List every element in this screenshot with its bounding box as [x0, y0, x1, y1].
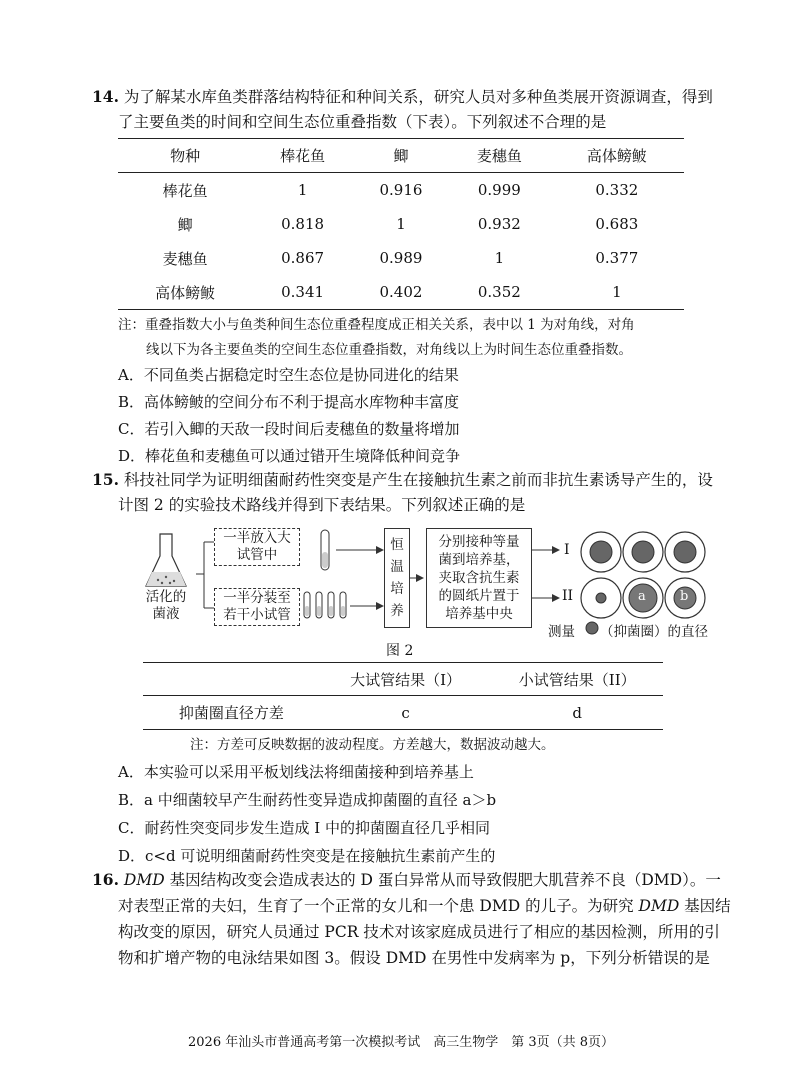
figure-2-caption: 图 2 [386, 643, 414, 659]
measure-label-2: （抑菌圈）的直径 [600, 624, 708, 640]
incubation-box [384, 528, 410, 628]
plate-row-i [581, 532, 705, 572]
inoc-line: 分别接种等量 [438, 534, 520, 550]
measure-label-1: 测量 [548, 624, 575, 640]
arrow-icon [410, 574, 424, 582]
table-cell: d [491, 696, 663, 730]
table-header-cell [143, 663, 320, 696]
q15-text-1: 科技社同学为证明细菌耐药性突变是产生在接触抗生素之前而非抗生素诱导产生的，设 [123, 471, 713, 489]
table-cell: 0.341 [252, 275, 353, 310]
table-cell: 高体鳑鲏 [118, 275, 252, 310]
q14-option-b: B．高体鳑鲏的空间分布不利于提高水库物种丰富度 [118, 393, 460, 411]
q15-results-table [143, 662, 663, 730]
q14-option-a: A．不同鱼类占据稳定时空生态位是协同进化的结果 [118, 366, 459, 384]
table-cell: 1 [396, 215, 406, 233]
table-header-row [143, 663, 663, 696]
inoculation-box [426, 528, 532, 628]
zone-legend-icon [586, 622, 598, 634]
q15-option-c: C．耐药性突变同步发生造成 I 中的抑菌圈直径几乎相同 [118, 819, 490, 837]
half-large-tube-box [214, 528, 300, 566]
q15-option-b: B．a 中细菌较早产生耐药性变异造成抑菌圈的直径 a＞b [118, 791, 497, 809]
q16-number: 16. [92, 870, 119, 889]
table-cell: 0.683 [595, 215, 639, 233]
q14-line-1 [92, 86, 713, 108]
flask-icon [146, 534, 186, 586]
table-cell: 0.377 [595, 249, 639, 267]
table-header-cell: 棒花鱼 [252, 139, 353, 173]
table-cell: 鲫 [177, 215, 193, 234]
table-cell: 1 [550, 275, 684, 310]
q14-overlap-table [118, 138, 684, 310]
flask-label [140, 589, 192, 623]
q15-line-2: 计图 2 的实验技术路线并得到下表结果。下列叙述正确的是 [118, 496, 526, 514]
circle-b-label: b [680, 589, 689, 604]
table-cell: 1 [297, 181, 308, 199]
table-cell: 0.352 [449, 275, 550, 310]
arrow-icon [532, 546, 560, 602]
q14-note-2: 线以下为各主要鱼类的空间生态位重叠指数，对角线以上为时间生态位重叠指数。 [146, 342, 632, 358]
table-cell: 抑菌圈直径方差 [143, 696, 320, 730]
table-cell: 0.999 [477, 181, 521, 199]
incubate-char: 培 [390, 581, 404, 597]
flask-label-1: 活化的 [145, 589, 187, 605]
q16-text-2: 对表型正常的夫妇，生育了一个正常的女儿和一个患 DMD 的儿子。为研究 [118, 897, 639, 915]
table-header-row [118, 139, 684, 173]
q14-note-1: 注：重叠指数大小与鱼类种间生态位重叠程度成正相关关系，表中以 1 为对角线，对角 [118, 317, 635, 333]
q15-option-a: A．本实验可以采用平板划线法将细菌接种到培养基上 [118, 763, 474, 781]
table-header-cell: 大试管结果（I） [320, 663, 492, 696]
table-header-cell: 高体鳑鲏 [550, 139, 684, 173]
q16-text-2-tail: 基因结 [679, 897, 731, 915]
table-cell: 麦穗鱼 [162, 249, 208, 268]
table-cell: 0.867 [281, 249, 325, 267]
table-cell: 0.402 [353, 275, 449, 310]
table-row [118, 207, 684, 241]
table-cell: 0.989 [379, 249, 423, 267]
large-tube-icon [321, 530, 329, 570]
q15-line-1 [92, 469, 713, 491]
table-cell: 0.932 [477, 215, 521, 233]
table-row [118, 275, 684, 310]
q16-line-2 [118, 895, 731, 917]
incubate-char: 养 [390, 603, 404, 619]
row-label-i: I [564, 542, 570, 558]
table-row [143, 696, 663, 730]
box-bottom-line-1: 一半分装至 [223, 590, 291, 606]
box-bottom-line-2: 若干小试管 [223, 607, 291, 623]
table-cell: c [320, 696, 492, 730]
q16-line-3: 构改变的原因，研究人员通过 PCR 技术对该家庭成员进行了相应的基因检测，所用的引 [118, 923, 720, 941]
q14-line-2: 了主要鱼类的时间和空间生态位重叠指数（下表）。下列叙述不合理的是 [118, 113, 607, 131]
figure-2-diagram [140, 522, 720, 638]
small-tubes-icon [304, 592, 346, 618]
incubate-char: 恒 [390, 537, 404, 553]
box-top-line-2: 试管中 [236, 547, 278, 563]
row-label-ii: II [562, 588, 574, 604]
inoc-line: 夹取含抗生素 [438, 570, 520, 586]
table-header-cell: 物种 [118, 139, 252, 173]
q16-line-1 [92, 869, 721, 891]
q16-text-1: 基因结构改变会造成表达的 D 蛋白异常从而导致假肥大肌营养不良（DMD）。一 [164, 871, 721, 889]
circle-a-label: a [638, 589, 646, 604]
q14-option-d: D．棒花鱼和麦穗鱼可以通过错开生境降低种间竞争 [118, 447, 461, 465]
split-bracket [196, 542, 214, 608]
q15-option-d: D．c<d 可说明细菌耐药性突变是在接触抗生素前产生的 [118, 847, 496, 865]
page-footer: 2026 年汕头市普通高考第一次模拟考试 高三生物学 第 3页（共 8页） [188, 1035, 615, 1050]
incubate-char: 温 [390, 559, 404, 575]
q16-line-4: 物和扩增产物的电泳结果如图 3。假设 DMD 在男性中发病率为 p，下列分析错误的是 [118, 949, 710, 967]
inoc-line: 菌到培养基， [438, 552, 520, 568]
q14-text-1: 为了解某水库鱼类群落结构特征和种间关系，研究人员对多种鱼类展开资源调查，得到 [123, 88, 713, 106]
table-cell: 0.818 [281, 215, 325, 233]
half-small-tubes-box [214, 588, 300, 626]
box-top-line-1: 一半放入大 [223, 530, 291, 546]
table-row [118, 241, 684, 275]
table-header-cell: 麦穗鱼 [449, 139, 550, 173]
table-header-cell: 鲫 [353, 139, 449, 173]
q16-gene-name: DMD [123, 871, 165, 889]
q16-gene-name: DMD [638, 897, 680, 915]
table-cell: 1 [494, 249, 505, 267]
inoc-line: 的圆纸片置于 [438, 588, 520, 604]
table-cell: 0.916 [379, 181, 423, 199]
q14-option-c: C．若引入鲫的天敌一段时间后麦穗鱼的数量将增加 [118, 420, 460, 438]
table-header-cell: 小试管结果（II） [491, 663, 663, 696]
q15-note: 注：方差可反映数据的波动程度。方差越大，数据波动越大。 [190, 737, 555, 753]
table-cell: 棒花鱼 [162, 181, 208, 200]
table-row [118, 173, 684, 208]
q14-number: 14. [92, 87, 119, 106]
q15-number: 15. [92, 470, 119, 489]
table-cell: 0.332 [595, 181, 639, 199]
inoc-line: 培养基中央 [445, 606, 513, 622]
flask-label-2: 菌液 [152, 606, 180, 622]
